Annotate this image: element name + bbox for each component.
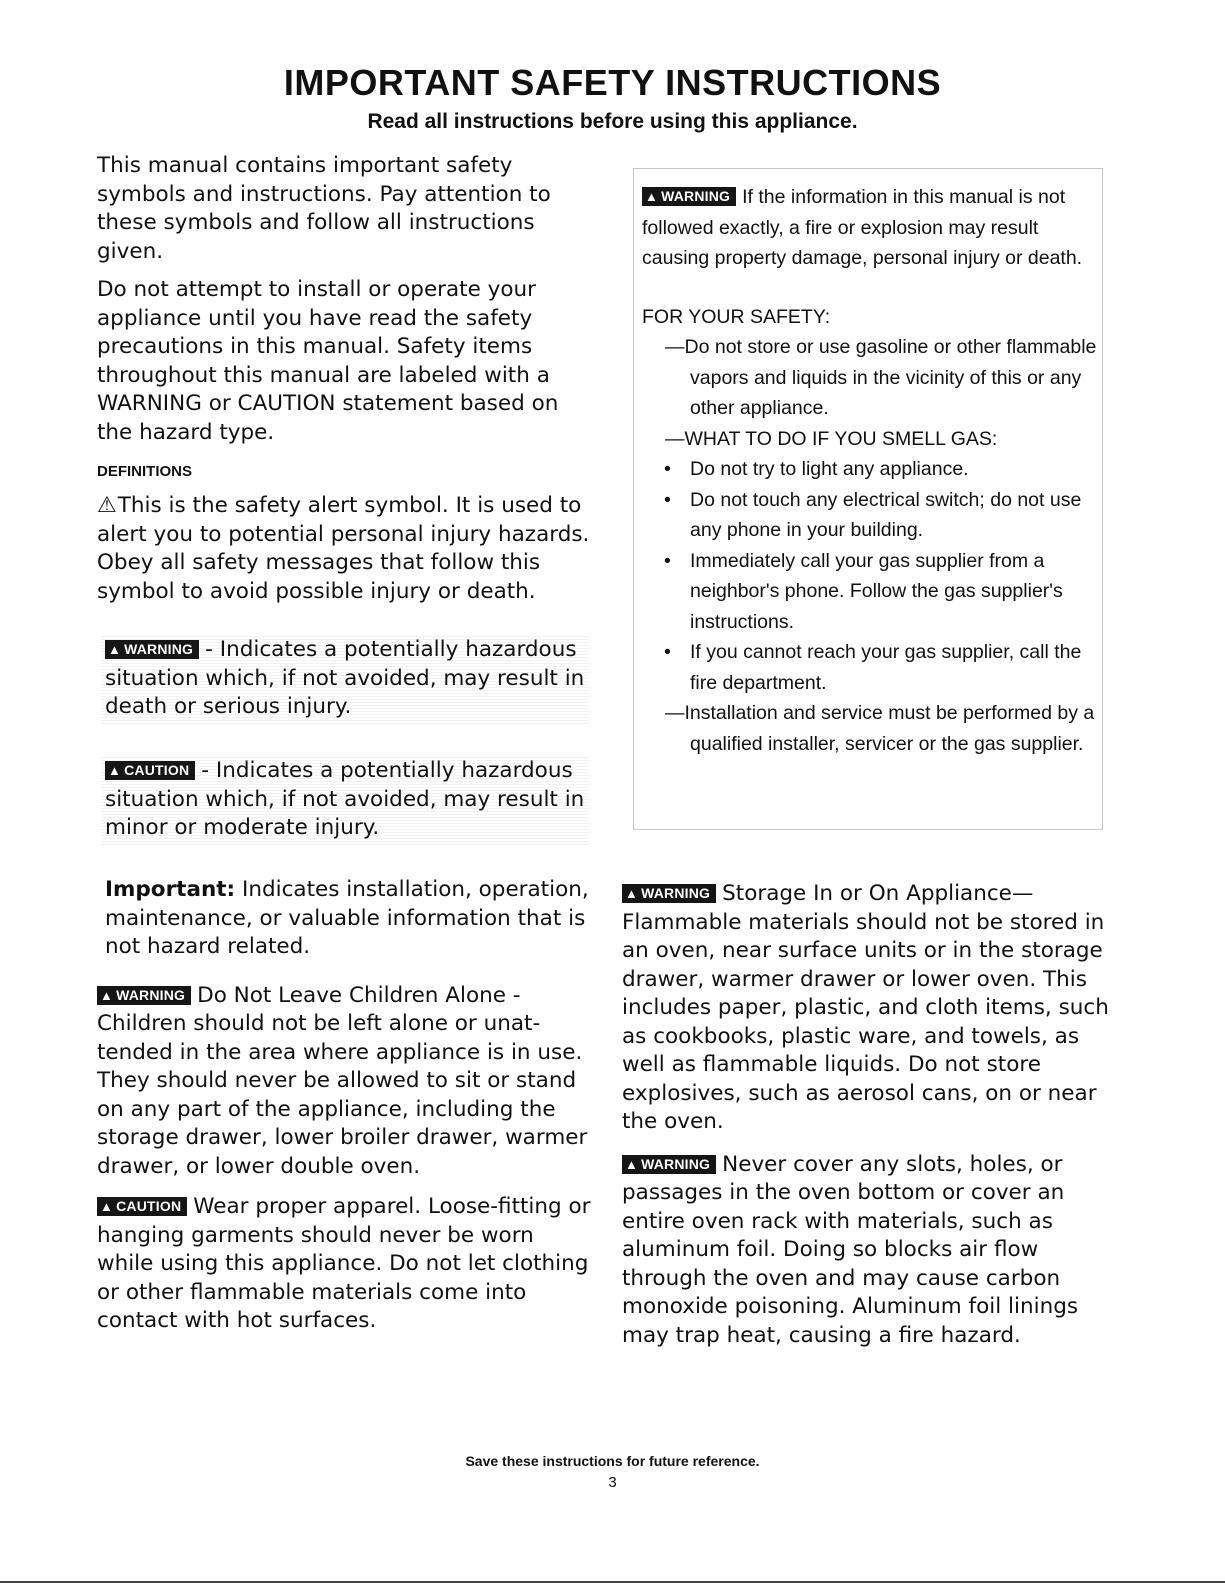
warning-badge: ▲ WARNING — [97, 986, 191, 1005]
intro-paragraph-2: Do not attempt to install or operate your appliance until you have read the safety precautions in this manual. Safety items throughout this manual are labeled with a WARNING or CAUTION statement based on the hazard type. — [97, 277, 559, 445]
caution-triangle-icon: ▲ — [100, 1199, 114, 1214]
gas-warning-content — [642, 182, 1097, 759]
apparel-caution-paragraph — [97, 1193, 592, 1336]
list-item: —Installation and service must be performed by a qualified installer, servicer or the gas supplier. — [665, 702, 1095, 755]
warning-badge: ▲ WARNING — [622, 1155, 716, 1174]
caution-badge: ▲ CAUTION — [105, 761, 195, 780]
warning-badge: ▲ WARNING — [622, 884, 716, 903]
caution-definition-text: - Indicates a potentially hazardous situation which, if not avoided, may result in minor or moderate injury. — [105, 758, 585, 840]
warning-badge: ▲ WARNING — [642, 187, 736, 206]
list-item: • If you cannot reach your gas supplier, call the fire department. — [642, 637, 1097, 698]
page-title: IMPORTANT SAFETY INSTRUCTIONS — [283, 62, 942, 103]
alert-symbol-paragraph — [97, 492, 592, 606]
page-number: 3 — [608, 1474, 617, 1491]
warning-definition-text: - Indicates a potentially hazardous situation which, if not avoided, may result in death or serious injury. — [105, 637, 585, 719]
warning-triangle-icon: ▲ — [108, 642, 122, 657]
list-item: —WHAT TO DO IF YOU SMELL GAS: — [665, 427, 998, 450]
page-bottom-edge — [0, 1581, 1225, 1583]
footer-note: Save these instructions for future reference. — [465, 1453, 760, 1469]
important-text: Indicates installation, operation, maintenance, or valuable information that is not hazard related. — [105, 877, 589, 959]
list-item: • Do not try to light any appliance. — [642, 454, 1097, 485]
list-item: —Do not store or use gasoline or other flammable vapors and liquids in the vicinity of this or any other appliance. — [665, 336, 1097, 419]
caution-definition — [101, 755, 589, 845]
caution-triangle-icon: ▲ — [108, 763, 122, 778]
caution-badge: ▲ CAUTION — [97, 1197, 187, 1216]
cover-warning-paragraph — [622, 1151, 1117, 1351]
safety-list — [642, 332, 1097, 759]
warning-triangle-icon: ▲ — [625, 886, 639, 901]
list-item: • Do not touch any electrical switch; do not use any phone in your building. — [642, 485, 1097, 546]
storage-warning-text: Storage In or On Appliance— Flammable materials should not be stored in an oven, near surface units or in the storage drawer, warmer drawer or lower oven. This includes paper, plastic, and cloth items, such as cookbooks, plastic ware, and towels, as well as flammable liquids. Do not store explosives, such as aerosol cans, on or near the oven. — [622, 881, 1109, 1134]
storage-warning-paragraph — [622, 880, 1117, 1137]
warning-definition — [101, 634, 589, 724]
children-warning-text: Do Not Leave Children Alone - Children should not be left alone or unat-tended in the area where appliance is in use. They should never be allowed to sit or stand on any part of the appliance, including the storage drawer, lower broiler drawer, warmer drawer, or lower double oven. — [97, 982, 588, 1179]
page-subtitle: Read all instructions before using this appliance. — [367, 110, 858, 133]
list-item: • Immediately call your gas supplier from a neighbor's phone. Follow the gas supplier's instructions. — [642, 546, 1097, 638]
children-warning-paragraph — [97, 982, 592, 1182]
apparel-caution-text: Wear proper apparel. Loose-fitting or hanging garments should never be worn while using this appliance. Do not let clothing or other flammable materials come into contact with hot surfaces. — [97, 1194, 591, 1333]
left-column — [97, 152, 592, 606]
warning-badge: ▲ WARNING — [105, 640, 199, 659]
intro-paragraph-1: This manual contains important safety symbols and instructions. Pay attention to these symbols and follow all instructions given. — [97, 153, 551, 264]
cover-warning-text: Never cover any slots, holes, or passages in the oven bottom or cover an entire oven rack with materials, such as aluminum foil. Doing so blocks air flow through the oven and may cause carbon monoxide poisoning. Aluminum foil linings may trap heat, causing a fire hazard. — [622, 1151, 1079, 1348]
warning-triangle-icon: ▲ — [645, 189, 659, 204]
definitions-heading: DEFINITIONS — [97, 463, 193, 480]
alert-symbol-text: This is the safety alert symbol. It is used to alert you to potential personal injury hazards. Obey all safety messages that follow this symbol to avoid possible injury or death. — [97, 493, 590, 604]
safety-alert-icon: ⚠ — [97, 493, 117, 518]
important-label: Important: — [105, 877, 236, 902]
warning-triangle-icon: ▲ — [100, 987, 114, 1003]
warning-triangle-icon: ▲ — [625, 1156, 639, 1172]
box-warning-paragraph — [642, 182, 1097, 274]
right-lower-column — [622, 880, 1117, 1350]
important-paragraph — [97, 876, 592, 962]
left-lower-column — [97, 876, 592, 1336]
box-warning-text: If the information in this manual is not followed exactly, a fire or explosion may result causing property damage, personal injury or death. — [642, 186, 1083, 269]
for-your-safety-heading: FOR YOUR SAFETY: — [642, 305, 831, 328]
